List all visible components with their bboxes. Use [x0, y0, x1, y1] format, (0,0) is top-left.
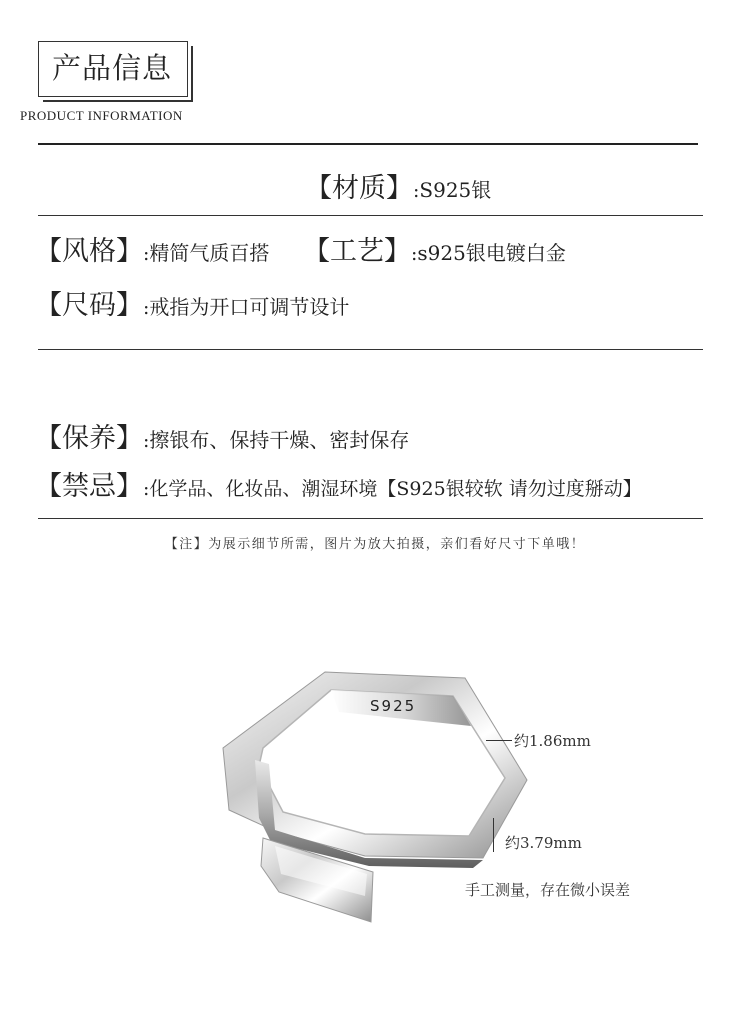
spec-style-sep: : [143, 243, 150, 265]
spec-care-label: 【保养】 [35, 423, 143, 454]
spec-material-label: 【材质】 [305, 173, 413, 204]
spec-care [35, 416, 409, 455]
spec-material-sep: : [413, 180, 420, 202]
spec-taboo-sep: : [143, 478, 150, 500]
spec-material-value: S925银 [419, 178, 492, 202]
divider-middle [38, 349, 703, 350]
note-text: 【注】为展示细节所需，图片为放大拍摄，亲们看好尺寸下单哦！ [164, 537, 586, 552]
measure-line-width [493, 818, 494, 852]
divider-bottom [38, 518, 703, 519]
spec-craft-label: 【工艺】 [303, 236, 411, 267]
spec-size-value: 戒指为开口可调节设计 [149, 295, 350, 319]
spec-care-value: 擦银布、保持干燥、密封保存 [149, 428, 410, 452]
page-title: 产品信息 [51, 51, 172, 85]
spec-craft-value: s925银电镀白金 [417, 241, 566, 265]
spec-craft-sep: : [411, 243, 418, 265]
spec-taboo-label: 【禁忌】 [35, 471, 143, 502]
measure-thickness: 约1.86mm [514, 732, 591, 750]
measure-disclaimer: 手工测量，存在微小误差 [465, 881, 631, 899]
spec-craft [303, 229, 566, 268]
divider-top [38, 143, 698, 145]
measure-line-thickness [486, 740, 512, 741]
spec-style-label: 【风格】 [35, 236, 143, 267]
spec-taboo-value: 化学品、化妆品、潮湿环境【S925银较软 请勿过度掰动】 [149, 478, 642, 500]
spec-material [305, 166, 491, 205]
spec-size [35, 283, 349, 322]
spec-style-value: 精简气质百搭 [149, 241, 270, 265]
ring-engraving: S925 [370, 697, 417, 715]
page-subtitle: PRODUCT INFORMATION [20, 108, 183, 123]
spec-care-sep: : [143, 430, 150, 452]
spec-taboo [35, 464, 642, 503]
spec-size-label: 【尺码】 [35, 290, 143, 321]
divider-material [38, 215, 703, 216]
measure-width: 约3.79mm [505, 834, 582, 852]
spec-size-sep: : [143, 297, 150, 319]
spec-style [35, 229, 269, 268]
